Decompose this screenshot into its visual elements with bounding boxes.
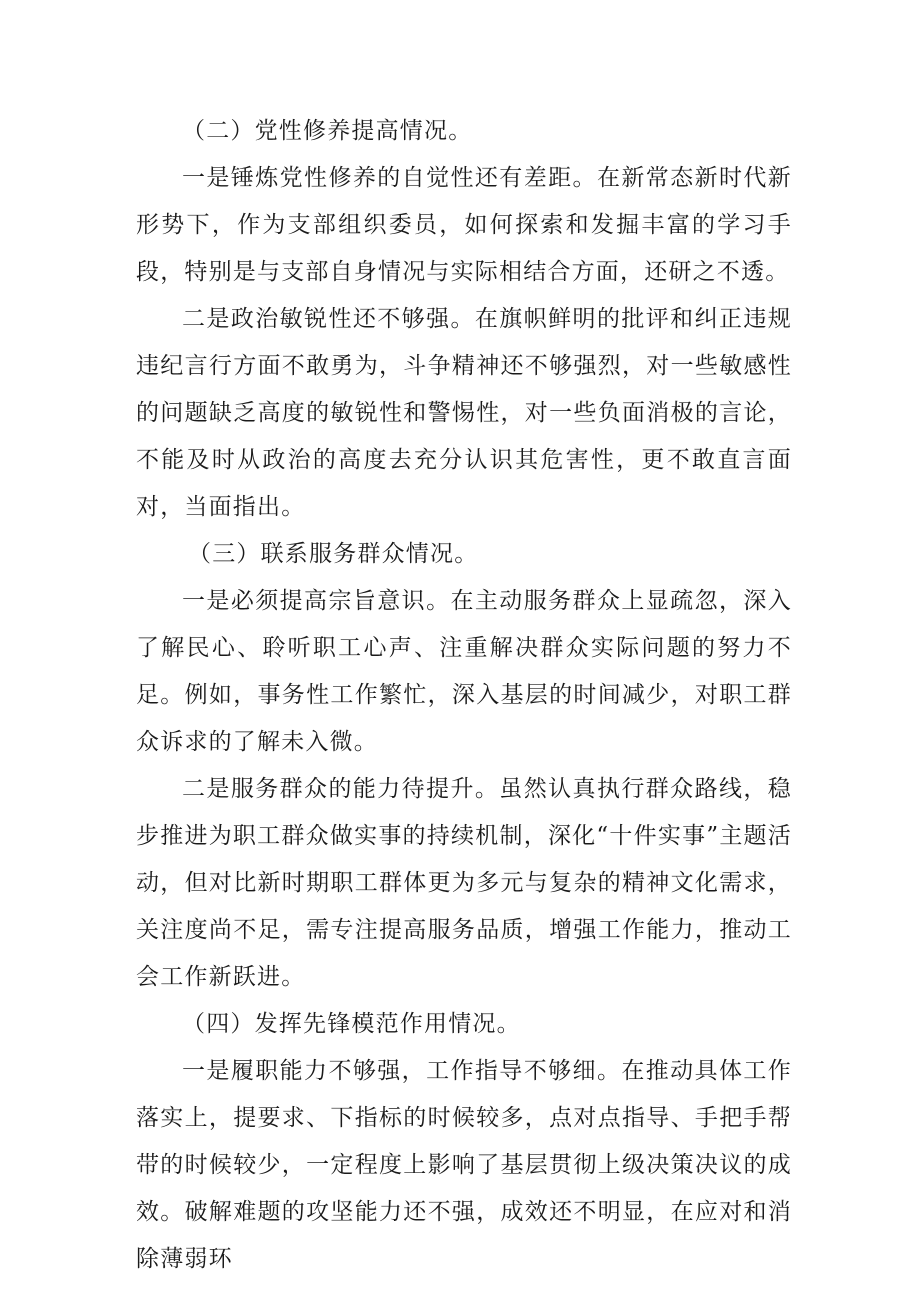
paragraph-party-spirit-1: 一是锤炼党性修养的自觉性还有差距。在新常态新时代新形势下，作为支部组织委员，如何探索和发掘丰富的学习手段，特别是与支部自身情况与实际相结合方面，还研之不透。	[136, 165, 792, 285]
section-heading-party-spirit: （二）党性修养提高情况。	[182, 118, 473, 144]
paragraph-party-spirit-2: 二是政治敏锐性还不够强。在旗帜鲜明的批评和纠正违规违纪言行方面不敢勇为，斗争精神还不够强烈，对一些敏感性的问题缺乏高度的敏锐性和警惕性，对一些负面消极的言论，不能及时从政治的高度去充分认识其危害性，更不敢直言面对，当面指出。	[136, 306, 792, 520]
paragraph-vanguard-role-1: 一是履职能力不够强，工作指导不够细。在推动具体工作落实上，提要求、下指标的时候较多，点对点指导、手把手帮带的时候较少，一定程度上影响了基层贯彻上级决策决议的成效。破解难题的攻坚能力还不强，成效还不明显，在应对和消除薄弱环	[136, 1058, 792, 1272]
document-body	[136, 108, 792, 1283]
section-heading-serving-masses: （三）联系服务群众情况。	[188, 541, 479, 567]
paragraph-serving-masses-1: 一是必须提高宗旨意识。在主动服务群众上显疏忽，深入了解民心、聆听职工心声、注重解决群众实际问题的努力不足。例如，事务性工作繁忙，深入基层的时间减少，对职工群众诉求的了解未入微。	[136, 588, 792, 755]
section-heading-vanguard-role: （四）发挥先锋模范作用情况。	[182, 1011, 521, 1037]
paragraph-serving-masses-2: 二是服务群众的能力待提升。虽然认真执行群众路线，稳步推进为职工群众做实事的持续机制，深化“十件实事”主题活动，但对比新时期职工群体更为多元与复杂的精神文化需求，关注度尚不足，需专注提高服务品质，增强工作能力，推动工会工作新跃进。	[136, 776, 792, 990]
